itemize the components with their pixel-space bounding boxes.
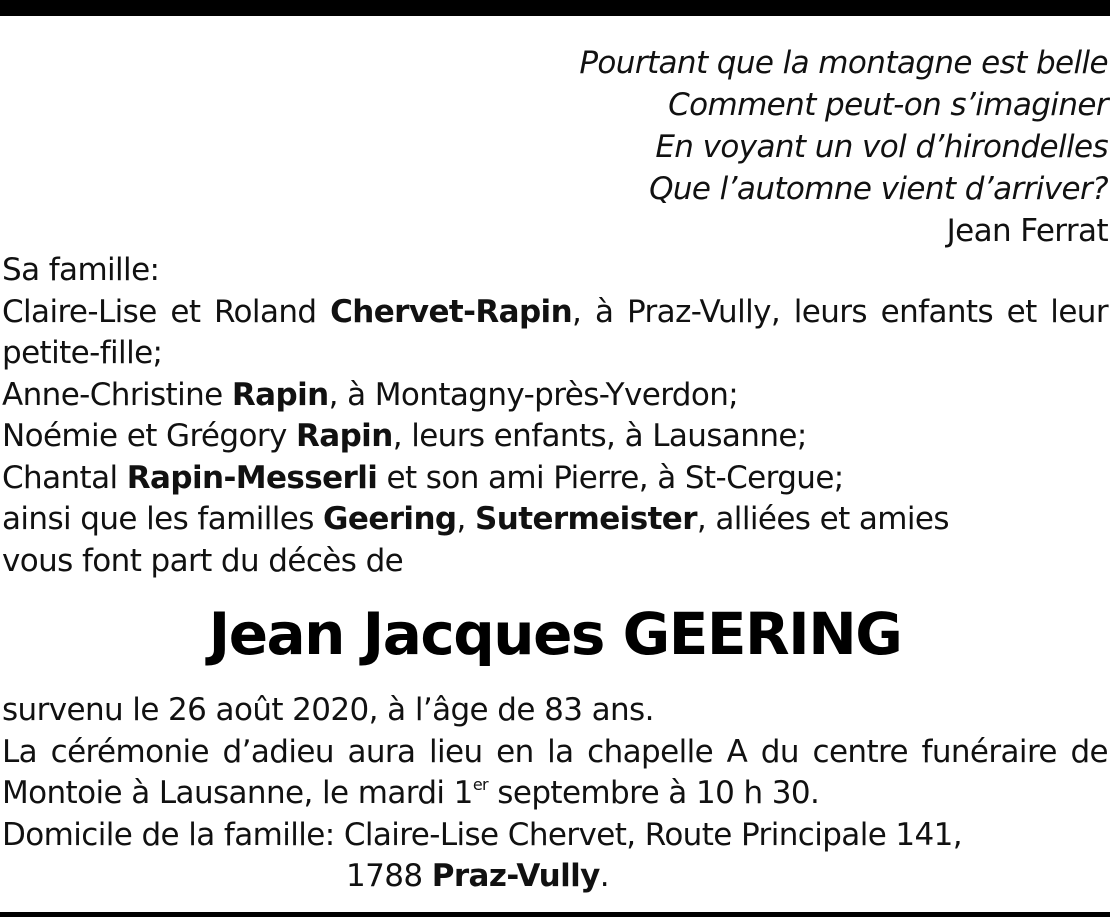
bottom-rule [0, 912, 1110, 917]
death-date: survenu le 26 août 2020, à l’âge de 83 ans. [2, 692, 654, 728]
deceased-name: Jean Jacques GEERING [208, 600, 902, 668]
ceremony-text: La cérémonie d’adieu aura lieu en la chapelle A du centre funéraire de Montoie à Lausanne, le mardi 1 [2, 733, 1108, 811]
poem-line: Comment peut-on s’imaginer [668, 87, 1108, 123]
family-line [2, 375, 1108, 417]
family-text: , à Praz-Vully, leurs enfants et leur petite-fille; [2, 293, 1108, 371]
poem-author: Jean Ferrat [946, 213, 1108, 249]
family-surname: Sutermeister [475, 501, 697, 537]
ceremony-details [2, 690, 1108, 898]
domicile-town-line [2, 856, 1108, 898]
family-intro: Sa famille: [2, 252, 160, 288]
family-line [2, 292, 1108, 375]
poem-line: En voyant un vol d’hirondelles [655, 129, 1108, 165]
family-text: Anne-Christine [2, 376, 232, 413]
family-surname: Geering [323, 501, 457, 537]
poem-line: Que l’automne vient d’arriver? [649, 171, 1108, 207]
top-rule [0, 0, 1110, 16]
family-line [2, 416, 1108, 458]
ceremony-info [2, 732, 1108, 815]
epigraph-poem [579, 42, 1108, 252]
family-line [2, 458, 1108, 500]
announcement-line: vous font part du décès de [2, 542, 404, 579]
punctuation: . [599, 858, 610, 894]
family-surname: Chervet-Rapin [330, 293, 573, 330]
family-text: ainsi que les familles [2, 501, 324, 537]
family-text: , [456, 501, 476, 537]
family-announcement [2, 250, 1108, 582]
family-surname: Rapin-Messerli [126, 459, 378, 496]
town-name: Praz-Vully [431, 858, 600, 894]
postcode: 1788 [346, 858, 432, 894]
family-text: Noémie et Grégory [2, 418, 296, 454]
family-domicile: Domicile de la famille: Claire-Lise Chervet, Route Principale 141, [2, 816, 963, 853]
family-text: Claire-Lise et Roland [2, 293, 331, 330]
poem-line: Pourtant que la montagne est belle [579, 45, 1108, 81]
family-line [2, 499, 1108, 541]
family-surname: Rapin [231, 376, 329, 413]
ceremony-text: septembre à 10 h 30. [488, 775, 820, 811]
family-text: , à Montagny-près-Yverdon; [328, 376, 739, 413]
family-text: , leurs enfants, à Lausanne; [392, 418, 807, 454]
ordinal-suffix: er [472, 775, 489, 794]
family-surname: Rapin [296, 418, 393, 454]
family-text: , alliées et amies [696, 501, 949, 537]
family-text: Chantal [2, 459, 127, 496]
family-text: et son ami Pierre, à St-Cergue; [377, 459, 844, 496]
